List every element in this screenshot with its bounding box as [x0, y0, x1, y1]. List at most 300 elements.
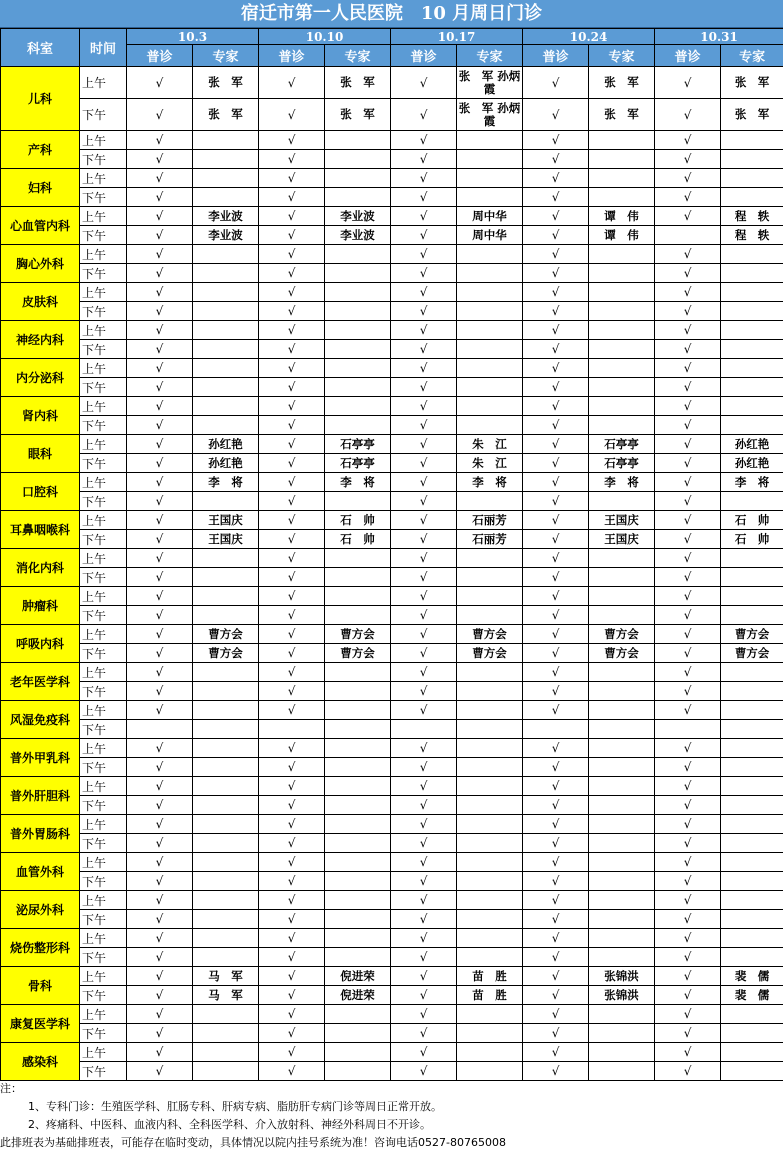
general-clinic-cell: √: [523, 625, 589, 644]
general-clinic-cell: √: [655, 416, 721, 435]
general-clinic-cell: √: [259, 549, 325, 568]
general-clinic-cell: √: [523, 777, 589, 796]
table-row: [1, 739, 783, 758]
expert-doctor-cell: [325, 1024, 391, 1043]
expert-doctor-cell: [325, 245, 391, 264]
general-clinic-cell: √: [259, 340, 325, 359]
table-row: [1, 150, 783, 169]
general-clinic-cell: √: [127, 454, 193, 473]
expert-doctor-cell: [325, 1062, 391, 1081]
table-row: [1, 758, 783, 777]
general-clinic-cell: √: [391, 359, 457, 378]
general-clinic-cell: √: [127, 283, 193, 302]
general-clinic-cell: √: [523, 796, 589, 815]
general-clinic-cell: √: [127, 606, 193, 625]
general-clinic-cell: [655, 720, 721, 739]
expert-doctor-cell: 朱 江: [457, 435, 523, 454]
expert-doctor-cell: 李业波: [325, 226, 391, 245]
general-clinic-cell: √: [259, 492, 325, 511]
general-clinic-cell: √: [523, 568, 589, 587]
expert-doctor-cell: [721, 302, 783, 321]
session-time: 上午: [80, 967, 127, 986]
date-header: 10.3: [127, 29, 259, 45]
expert-doctor-cell: [589, 245, 655, 264]
expert-doctor-cell: [721, 587, 783, 606]
expert-doctor-cell: [457, 777, 523, 796]
expert-doctor-cell: [721, 549, 783, 568]
general-clinic-cell: √: [523, 1005, 589, 1024]
expert-doctor-cell: [589, 1005, 655, 1024]
general-clinic-cell: √: [259, 1043, 325, 1062]
expert-doctor-cell: 石丽芳: [457, 530, 523, 549]
general-clinic-cell: √: [655, 435, 721, 454]
general-clinic-cell: √: [127, 302, 193, 321]
table-row: [1, 1024, 783, 1043]
general-clinic-cell: √: [127, 777, 193, 796]
general-clinic-cell: √: [259, 378, 325, 397]
expert-doctor-cell: [589, 549, 655, 568]
expert-doctor-cell: 张 军: [589, 67, 655, 99]
expert-doctor-cell: [325, 739, 391, 758]
expert-doctor-cell: [589, 663, 655, 682]
general-clinic-cell: √: [391, 986, 457, 1005]
general-clinic-cell: √: [127, 226, 193, 245]
general-clinic-cell: √: [523, 359, 589, 378]
department-name: 感染科: [1, 1043, 80, 1081]
expert-doctor-cell: [193, 340, 259, 359]
expert-doctor-cell: [193, 169, 259, 188]
table-row: [1, 454, 783, 473]
page-title: 宿迁市第一人民医院 10 月周日门诊: [0, 0, 783, 28]
expert-doctor-cell: [325, 264, 391, 283]
expert-doctor-cell: 周中华: [457, 207, 523, 226]
expert-doctor-cell: 张 军 孙炳霞: [457, 67, 523, 99]
expert-doctor-cell: [325, 834, 391, 853]
expert-doctor-cell: 王国庆: [589, 511, 655, 530]
general-clinic-cell: √: [127, 986, 193, 1005]
session-time: 上午: [80, 1043, 127, 1062]
general-clinic-cell: √: [391, 777, 457, 796]
expert-doctor-cell: [457, 872, 523, 891]
general-clinic-cell: √: [523, 1043, 589, 1062]
general-clinic-cell: √: [655, 1005, 721, 1024]
general-clinic-cell: √: [127, 492, 193, 511]
session-time: 上午: [80, 435, 127, 454]
department-name: 口腔科: [1, 473, 80, 511]
date-header: 10.17: [391, 29, 523, 45]
general-clinic-header: 普诊: [259, 45, 325, 67]
general-clinic-cell: √: [259, 150, 325, 169]
general-clinic-cell: √: [391, 1024, 457, 1043]
session-time: 下午: [80, 1062, 127, 1081]
general-clinic-cell: √: [523, 245, 589, 264]
expert-doctor-cell: 曹方会: [325, 625, 391, 644]
general-clinic-cell: √: [523, 131, 589, 150]
general-clinic-cell: [259, 720, 325, 739]
expert-doctor-cell: [193, 1005, 259, 1024]
general-clinic-cell: √: [655, 99, 721, 131]
general-clinic-cell: √: [655, 1062, 721, 1081]
expert-doctor-cell: [457, 910, 523, 929]
general-clinic-cell: √: [259, 606, 325, 625]
table-row: [1, 1062, 783, 1081]
expert-doctor-cell: [325, 815, 391, 834]
expert-doctor-cell: [325, 1005, 391, 1024]
expert-doctor-cell: [721, 492, 783, 511]
general-clinic-cell: √: [523, 283, 589, 302]
expert-doctor-cell: [721, 739, 783, 758]
general-clinic-cell: √: [127, 530, 193, 549]
general-clinic-cell: √: [655, 321, 721, 340]
table-row: [1, 815, 783, 834]
expert-doctor-cell: 石 帅: [325, 530, 391, 549]
general-clinic-cell: √: [259, 758, 325, 777]
expert-doctor-cell: 李业波: [325, 207, 391, 226]
session-time: 上午: [80, 853, 127, 872]
department-name: 肾内科: [1, 397, 80, 435]
expert-doctor-cell: 张 军: [721, 99, 783, 131]
expert-doctor-cell: [325, 302, 391, 321]
general-clinic-cell: √: [259, 321, 325, 340]
general-clinic-cell: √: [391, 150, 457, 169]
general-clinic-cell: √: [523, 682, 589, 701]
general-clinic-cell: √: [127, 929, 193, 948]
general-clinic-cell: √: [127, 359, 193, 378]
general-clinic-cell: √: [391, 701, 457, 720]
general-clinic-cell: [523, 720, 589, 739]
expert-doctor-cell: [457, 1062, 523, 1081]
session-time: 下午: [80, 948, 127, 967]
general-clinic-cell: √: [391, 378, 457, 397]
expert-doctor-cell: [325, 910, 391, 929]
session-time: 下午: [80, 606, 127, 625]
expert-doctor-cell: [325, 150, 391, 169]
expert-doctor-cell: [193, 131, 259, 150]
expert-doctor-cell: [193, 910, 259, 929]
session-time: 上午: [80, 473, 127, 492]
date-header: 10.24: [523, 29, 655, 45]
general-clinic-cell: √: [259, 530, 325, 549]
general-clinic-cell: √: [259, 416, 325, 435]
expert-doctor-cell: 曹方会: [721, 644, 783, 663]
expert-doctor-cell: [589, 758, 655, 777]
general-clinic-cell: √: [391, 99, 457, 131]
expert-doctor-cell: 王国庆: [193, 530, 259, 549]
general-clinic-cell: √: [391, 226, 457, 245]
general-clinic-cell: √: [259, 454, 325, 473]
session-time: 下午: [80, 226, 127, 245]
expert-doctor-cell: [457, 663, 523, 682]
session-time: 上午: [80, 321, 127, 340]
expert-doctor-cell: [589, 1024, 655, 1043]
expert-doctor-cell: [193, 1043, 259, 1062]
expert-doctor-cell: [589, 359, 655, 378]
general-clinic-cell: √: [523, 378, 589, 397]
expert-doctor-cell: 张 军: [193, 67, 259, 99]
general-clinic-cell: √: [655, 587, 721, 606]
general-clinic-cell: √: [259, 99, 325, 131]
general-clinic-cell: √: [259, 188, 325, 207]
expert-doctor-cell: [457, 283, 523, 302]
expert-doctor-cell: [721, 663, 783, 682]
session-time: 下午: [80, 454, 127, 473]
general-clinic-cell: √: [259, 853, 325, 872]
expert-doctor-cell: [721, 910, 783, 929]
expert-doctor-cell: [193, 264, 259, 283]
general-clinic-cell: √: [655, 169, 721, 188]
expert-doctor-cell: 张 军: [721, 67, 783, 99]
session-time: 下午: [80, 796, 127, 815]
notes-line-1: 1、专科门诊：生殖医学科、肛肠专科、肝病专病、脂肪肝专病门诊等周日正常开放。: [0, 1098, 783, 1116]
expert-doctor-cell: [721, 1024, 783, 1043]
expert-doctor-cell: [721, 701, 783, 720]
expert-doctor-cell: 石亭亭: [589, 435, 655, 454]
expert-doctor-cell: [589, 302, 655, 321]
general-clinic-cell: √: [259, 967, 325, 986]
general-clinic-cell: √: [259, 682, 325, 701]
general-clinic-cell: √: [523, 872, 589, 891]
table-row: [1, 701, 783, 720]
expert-doctor-cell: [325, 929, 391, 948]
general-clinic-cell: √: [655, 758, 721, 777]
general-clinic-cell: √: [391, 967, 457, 986]
department-name: 消化内科: [1, 549, 80, 587]
table-row: [1, 511, 783, 530]
expert-clinic-header: 专家: [193, 45, 259, 67]
expert-doctor-cell: [193, 549, 259, 568]
general-clinic-cell: √: [655, 796, 721, 815]
expert-doctor-cell: [721, 188, 783, 207]
department-name: 普外甲乳科: [1, 739, 80, 777]
general-clinic-cell: √: [391, 530, 457, 549]
session-time: 下午: [80, 188, 127, 207]
department-name: 肿瘤科: [1, 587, 80, 625]
table-row: [1, 872, 783, 891]
expert-doctor-cell: [721, 796, 783, 815]
general-clinic-cell: √: [259, 1005, 325, 1024]
table-row: [1, 99, 783, 131]
general-clinic-cell: √: [391, 1005, 457, 1024]
general-clinic-cell: √: [127, 99, 193, 131]
general-clinic-cell: √: [127, 625, 193, 644]
expert-doctor-cell: [457, 739, 523, 758]
table-row: [1, 435, 783, 454]
general-clinic-cell: √: [391, 473, 457, 492]
expert-doctor-cell: [325, 587, 391, 606]
general-clinic-cell: √: [391, 910, 457, 929]
general-clinic-cell: √: [127, 131, 193, 150]
session-time: 下午: [80, 720, 127, 739]
session-time: 下午: [80, 340, 127, 359]
expert-doctor-cell: [325, 188, 391, 207]
expert-doctor-cell: [721, 834, 783, 853]
general-clinic-cell: √: [655, 891, 721, 910]
general-clinic-cell: √: [523, 739, 589, 758]
expert-doctor-cell: 李 将: [457, 473, 523, 492]
general-clinic-cell: √: [127, 549, 193, 568]
table-row: [1, 853, 783, 872]
general-clinic-cell: √: [259, 169, 325, 188]
table-row: [1, 1005, 783, 1024]
general-clinic-cell: √: [259, 226, 325, 245]
general-clinic-cell: √: [259, 625, 325, 644]
department-name: 血管外科: [1, 853, 80, 891]
general-clinic-cell: √: [655, 910, 721, 929]
session-time: 下午: [80, 872, 127, 891]
expert-doctor-cell: 张 军: [193, 99, 259, 131]
general-clinic-cell: √: [655, 67, 721, 99]
general-clinic-cell: √: [391, 872, 457, 891]
expert-doctor-cell: 孙红艳: [721, 454, 783, 473]
table-row: [1, 587, 783, 606]
expert-doctor-cell: [589, 834, 655, 853]
general-clinic-cell: √: [655, 530, 721, 549]
general-clinic-cell: √: [655, 264, 721, 283]
expert-doctor-cell: [457, 1024, 523, 1043]
general-clinic-cell: √: [523, 264, 589, 283]
expert-doctor-cell: [589, 169, 655, 188]
expert-doctor-cell: [589, 1043, 655, 1062]
general-clinic-cell: √: [391, 283, 457, 302]
table-row: [1, 891, 783, 910]
general-clinic-cell: √: [259, 910, 325, 929]
general-clinic-cell: √: [655, 834, 721, 853]
notes-line-3: 此排班表为基础排班表，可能存在临时变动，具体情况以院内挂号系统为准！咨询电话0527-80765008: [0, 1134, 783, 1152]
expert-doctor-cell: [325, 568, 391, 587]
general-clinic-cell: √: [259, 872, 325, 891]
date-header: 10.10: [259, 29, 391, 45]
general-clinic-header: 普诊: [655, 45, 721, 67]
session-time: 上午: [80, 625, 127, 644]
table-row: [1, 644, 783, 663]
general-clinic-cell: √: [655, 302, 721, 321]
expert-doctor-cell: [193, 188, 259, 207]
expert-doctor-cell: [457, 834, 523, 853]
expert-doctor-cell: [589, 739, 655, 758]
general-clinic-cell: √: [523, 758, 589, 777]
general-clinic-cell: [127, 720, 193, 739]
expert-doctor-cell: [193, 1024, 259, 1043]
session-time: 下午: [80, 378, 127, 397]
expert-doctor-cell: [589, 188, 655, 207]
general-clinic-cell: √: [655, 948, 721, 967]
expert-doctor-cell: [589, 1062, 655, 1081]
table-row: [1, 663, 783, 682]
general-clinic-cell: √: [523, 99, 589, 131]
expert-doctor-cell: [721, 758, 783, 777]
expert-doctor-cell: 石 帅: [721, 530, 783, 549]
department-name: 心血管内科: [1, 207, 80, 245]
general-clinic-cell: √: [127, 1043, 193, 1062]
expert-doctor-cell: 石亭亭: [325, 435, 391, 454]
general-clinic-cell: √: [655, 131, 721, 150]
expert-doctor-cell: [193, 720, 259, 739]
general-clinic-cell: √: [391, 416, 457, 435]
general-clinic-cell: √: [391, 682, 457, 701]
expert-doctor-cell: [457, 948, 523, 967]
general-clinic-cell: √: [523, 340, 589, 359]
expert-doctor-cell: [457, 853, 523, 872]
general-clinic-cell: √: [391, 834, 457, 853]
expert-doctor-cell: [589, 872, 655, 891]
general-clinic-cell: √: [259, 644, 325, 663]
general-clinic-cell: √: [391, 245, 457, 264]
table-row: [1, 67, 783, 99]
expert-doctor-cell: [721, 131, 783, 150]
general-clinic-cell: √: [523, 549, 589, 568]
general-clinic-cell: √: [655, 549, 721, 568]
expert-doctor-cell: [457, 378, 523, 397]
general-clinic-cell: √: [655, 511, 721, 530]
expert-doctor-cell: [589, 910, 655, 929]
general-clinic-cell: √: [259, 245, 325, 264]
expert-doctor-cell: [193, 891, 259, 910]
general-clinic-cell: √: [127, 1062, 193, 1081]
expert-doctor-cell: 李 将: [589, 473, 655, 492]
table-row: [1, 302, 783, 321]
general-clinic-cell: √: [523, 511, 589, 530]
expert-doctor-cell: [589, 150, 655, 169]
general-clinic-cell: √: [523, 929, 589, 948]
general-clinic-cell: √: [655, 606, 721, 625]
schedule-body: [1, 67, 783, 1081]
expert-doctor-cell: [589, 131, 655, 150]
expert-doctor-cell: [721, 948, 783, 967]
expert-doctor-cell: [325, 796, 391, 815]
expert-doctor-cell: [457, 891, 523, 910]
expert-doctor-cell: [325, 720, 391, 739]
expert-doctor-cell: 张 军 孙炳霞: [457, 99, 523, 131]
expert-doctor-cell: [457, 397, 523, 416]
general-clinic-cell: √: [259, 264, 325, 283]
expert-doctor-cell: 马 军: [193, 967, 259, 986]
expert-doctor-cell: [589, 283, 655, 302]
expert-doctor-cell: [589, 492, 655, 511]
expert-doctor-cell: 张 军: [325, 99, 391, 131]
expert-doctor-cell: 孙红艳: [193, 454, 259, 473]
session-time: 上午: [80, 663, 127, 682]
general-clinic-cell: [391, 720, 457, 739]
expert-doctor-cell: 苗 胜: [457, 967, 523, 986]
table-row: [1, 1043, 783, 1062]
expert-doctor-cell: [457, 321, 523, 340]
expert-doctor-cell: [325, 283, 391, 302]
expert-doctor-cell: [721, 245, 783, 264]
expert-doctor-cell: [193, 929, 259, 948]
expert-doctor-cell: [193, 815, 259, 834]
expert-doctor-cell: 朱 江: [457, 454, 523, 473]
expert-doctor-cell: [589, 701, 655, 720]
general-clinic-cell: √: [523, 188, 589, 207]
general-clinic-cell: √: [127, 340, 193, 359]
general-clinic-cell: √: [655, 853, 721, 872]
general-clinic-cell: √: [259, 948, 325, 967]
general-clinic-cell: √: [127, 872, 193, 891]
expert-doctor-cell: [193, 378, 259, 397]
session-time: 上午: [80, 929, 127, 948]
general-clinic-cell: √: [259, 815, 325, 834]
expert-doctor-cell: [457, 1043, 523, 1062]
expert-doctor-cell: [721, 359, 783, 378]
table-row: [1, 929, 783, 948]
expert-doctor-cell: [589, 568, 655, 587]
general-clinic-cell: √: [127, 644, 193, 663]
expert-doctor-cell: 曹方会: [589, 625, 655, 644]
general-clinic-cell: √: [523, 967, 589, 986]
expert-doctor-cell: [325, 416, 391, 435]
general-clinic-cell: √: [259, 834, 325, 853]
general-clinic-cell: √: [523, 454, 589, 473]
